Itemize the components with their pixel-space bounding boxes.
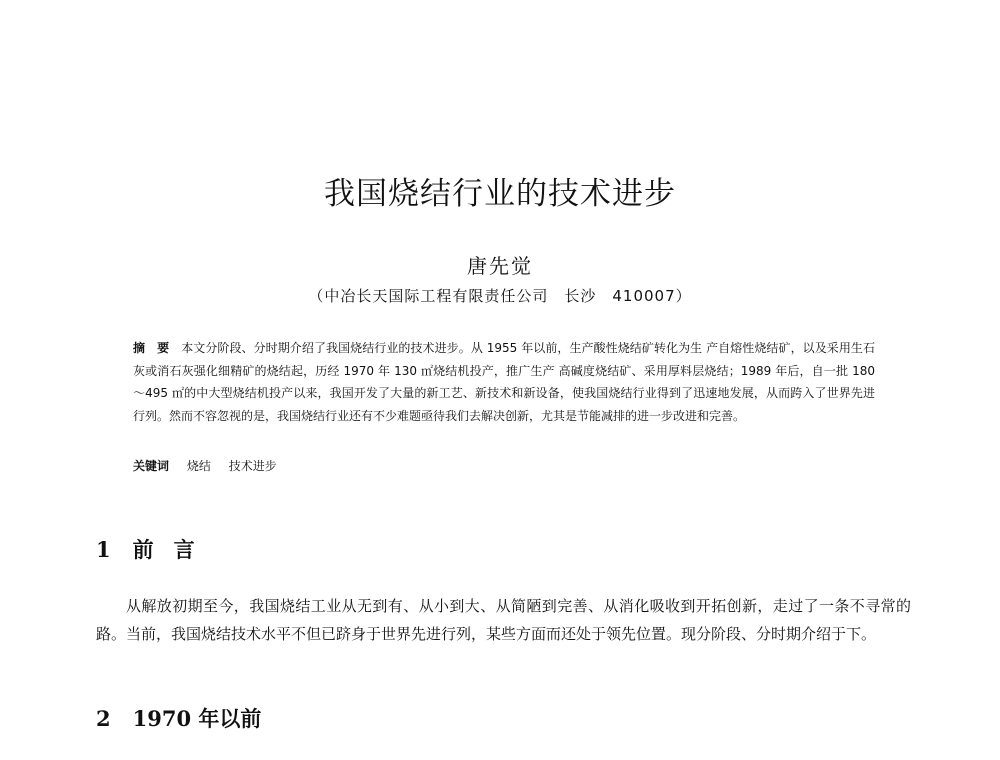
abstract [133, 337, 875, 427]
section-paragraph: 从解放初期至今，我国烧结工业从无到有、从小到大、从简陋到完善、从消化吸收到开拓创新，走过了一条不寻常的路。当前，我国烧结技术水平不但已跻身于世界先进行列，某些方面而还处于领先位置。现分阶段、分时期介绍于下。 [96, 597, 911, 643]
author-affiliation: （中冶长天国际工程有限责任公司 长沙 410007） [308, 287, 692, 305]
paper-title: 我国烧结行业的技术进步 [324, 176, 676, 212]
keyword: 烧结 [186, 459, 211, 473]
section-heading-before-1970 [96, 703, 261, 733]
section-title: 前言 [132, 537, 215, 562]
abstract-label: 摘 要 [133, 341, 170, 355]
section-heading-introduction [96, 534, 215, 564]
section-number: 2 [96, 706, 111, 731]
keyword: 技术进步 [228, 459, 277, 473]
keywords-label: 关键词 [133, 459, 170, 473]
author-name: 唐先觉 [467, 254, 533, 278]
section-number: 1 [96, 537, 111, 562]
section-title: 1970 年以前 [132, 706, 262, 731]
abstract-text: 本文分阶段、分时期介绍了我国烧结行业的技术进步。从 1955 年以前，生产酸性烧结矿转化为生 产自熔性烧结矿，以及采用生石灰或消石灰强化细精矿的烧结起，历经 1970 年 130 ㎡烧结机投产，推广生产 高碱度烧结矿、采用厚料层烧结；1989 年后，自一批 180～495 ㎡的中大型烧结机投产以来，我国开发了大量的新工艺、新技术和新设备，使我国烧结行业得到了迅速地发展，从而跨入了世界先进行列。然而不容忽视的是，我国烧结行业还有不少难题亟待我们去解决创新，尤其是节能减排的进一步改进和完善。 [133, 341, 875, 423]
keywords [133, 455, 875, 477]
